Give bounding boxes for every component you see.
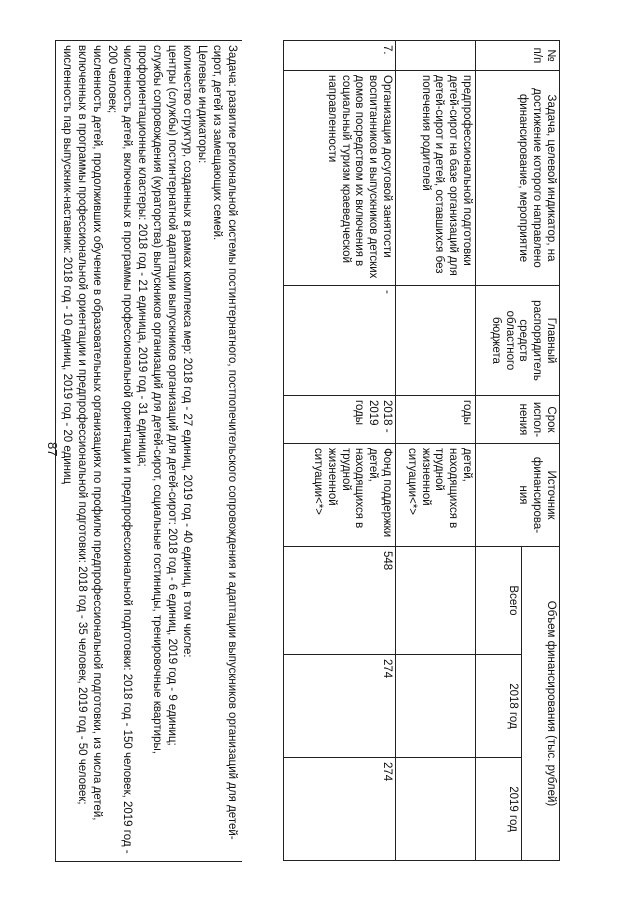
task-text: Задача: развитие региональной системы постинтернатного, постпопечительского сопровождения и адаптации выпускников организаций для детей-сирот, детей из замещающих семей. [211,45,238,840]
row-total: 548 [284,547,396,655]
header-source: Источник финансирова-ния [476,444,560,547]
indicator-item: численность детей, включенных в программы профессиональной ориентации и предпрофессиональной подготовки: 2018 год - 150 человек, 2019 год - 200 человек; [106,45,133,854]
row-manager: - [284,286,396,396]
row-task: предпрофессиональной подготовки детей-сирот на базе организаций для детей-сирот и детей, оставшихся без попечения родителей [396,71,476,286]
header-num: № п/п [476,41,560,71]
row-total [396,547,476,655]
table-row [284,41,396,861]
header-task: Задача, целевой индикатор, на достижение которого направлено финансирование, мероприятие [476,71,560,286]
header-2018: 2018 год [476,655,522,758]
table-row [396,41,476,861]
indicator-item: службы сопровождения (кураторства) выпускников организаций для детей-сирот, социальные гостиницы, тренировочные квартиры, профориентационные кластеры: 2018 год - 21 единица, 2019 год - 31 единица; [136,45,163,754]
header-2019: 2019 год [476,758,522,861]
row-source: детей, находящихся в трудной жизненной ситуации<*> [396,444,476,547]
header-total: Всего [476,547,522,655]
row-2019: 274 [284,758,396,861]
indicators-title: Целевые индикаторы: [196,45,208,164]
row-source: Фонд поддержки детей, находящихся в трудной жизненной ситуации<*> [284,444,396,547]
header-manager: Главный распорядитель средств областного бюджета [476,286,560,396]
row-2018: 274 [284,655,396,758]
indicator-item: численность пар выпускник-наставник: 2018 год - 10 единиц, 2019 год - 20 единиц [61,45,73,484]
header-volume: Объем финансирования (тыс. рублей) [522,547,560,861]
row-task: Организация досуговой занятости воспитанников и выпускников детских домов посредством их включения в социальный туризм краеведческой направленности [284,71,396,286]
row-term: годы [396,396,476,444]
task-block [55,40,242,862]
financing-table [283,40,560,861]
header-term: Срок испол-нения [476,396,560,444]
indicator-item: количество структур, созданных в рамках комплекса мер: 2018 год - 27 единиц, 2019 год - 40 единиц, в том числе: [181,45,193,658]
row-num: 7. [284,41,396,71]
rotated-page-content [0,40,560,860]
page-number: 87 [45,442,60,457]
row-2018 [396,655,476,758]
row-term: 2018 - 2019 годы [284,396,396,444]
indicator-item: численность детей, продолживших обучение в образовательных организациях по профилю предпрофессиональной подготовки, из числа детей, включенных в программы профессиональной ориентации и предпрофессиональной подготовки: 2018 год - 35 человек, 2019 год - 50 человек; [76,45,103,821]
row-manager [396,286,476,396]
row-2019 [396,758,476,861]
row-num [396,41,476,71]
indicator-item: центры (службы) постинтернатной адаптации выпускников организаций для детей-сирот: 2018 год - 6 единиц, 2019 год - 9 единиц; [166,45,178,746]
